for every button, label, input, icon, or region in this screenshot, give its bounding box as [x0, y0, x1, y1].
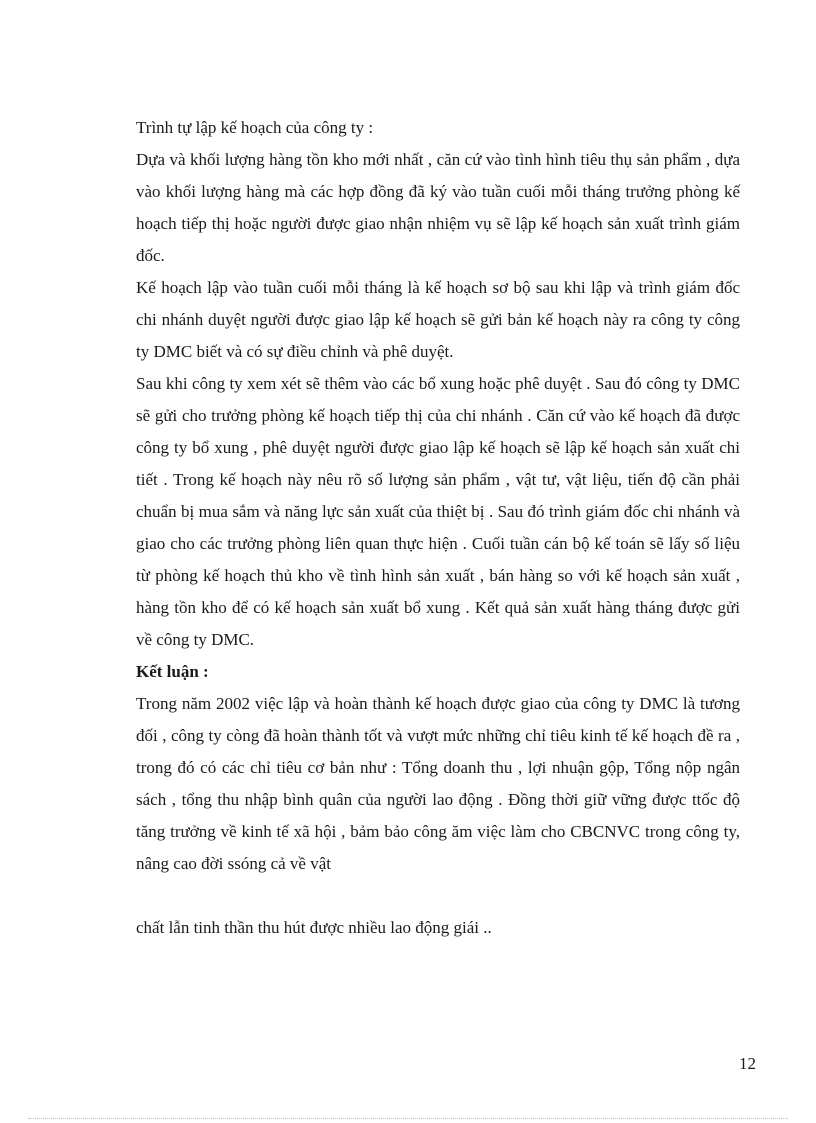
page-number: 12 — [739, 1054, 756, 1073]
conclusion-paragraph: Trong năm 2002 việc lập và hoàn thành kế hoạch được giao của công ty DMC là tương đối , công ty còng đã hoàn thành tốt và vượt mức những chỉ tiêu kinh tế kế hoạch đề ra , trong đó có các chỉ tiêu cơ bản như : Tổng doanh thu , lợi nhuận gộp, Tổng nộp ngân sách , tổng thu nhập bình quân của người lao động . Đồng thời giữ vững được ttốc độ tăng trưởng về kinh tế xã hội , bảm bảo công ăm việc làm cho CBCNVC trong công ty, nâng cao đời ssóng cả về vật — [136, 694, 740, 873]
paragraph: Sau khi công ty xem xét sẽ thêm vào các bổ xung hoặc phê duyệt . Sau đó công ty DMC sẽ gửi cho trưởng phòng kế hoạch tiếp thị của chi nhánh . Căn cứ vào kế hoạch đã được công ty bổ xung , phê duyệt người được giao lập kế hoạch sẽ lập kế hoạch sản xuất chi tiết . Trong kế hoạch này nêu rõ số lượng sản phẩm , vật tư, vật liệu, tiến độ cần phải chuẩn bị mua sắm và năng lực sản xuất của thiệt bị . Sau đó trình giám đốc chi nhánh và giao cho các trưởng phòng liên quan thực hiện . Cuối tuần cán bộ kế toán sẽ lấy số liệu từ phòng kế hoạch thủ kho về tình hình sản xuất , bán hàng so với kế hoạch sản xuất , hàng tồn kho để có kế hoạch sản xuất bổ xung . Kết quả sản xuất hàng tháng được gửi về công ty DMC. — [136, 374, 740, 649]
closing-line: chất lẫn tinh thần thu hút được nhiều lao động giái .. — [136, 918, 492, 937]
document-body — [136, 112, 740, 944]
paragraph: Kế hoạch lập vào tuần cuối mỗi tháng là kế hoạch sơ bộ sau khi lập và trình giám đốc chi nhánh duyệt người được giao lập kế hoạch sẽ gửi bản kế hoạch này ra công ty công ty DMC biết và có sự điều chỉnh và phê duyệt. — [136, 278, 740, 361]
page-bottom-divider — [28, 1118, 788, 1119]
paragraph: Dựa và khối lượng hàng tồn kho mới nhất , căn cứ vào tình hình tiêu thụ sản phẩm , dựa vào khối lượng hàng mà các hợp đồng đã ký vào tuần cuối mỗi tháng trưởng phòng kế hoạch tiếp thị hoặc người được giao nhận nhiệm vụ sẽ lập kế hoạch sản xuất trình giám đốc. — [136, 150, 740, 265]
section-heading: Trình tự lập kế hoạch của công ty : — [136, 118, 374, 137]
conclusion-heading: Kết luận : — [136, 662, 209, 681]
